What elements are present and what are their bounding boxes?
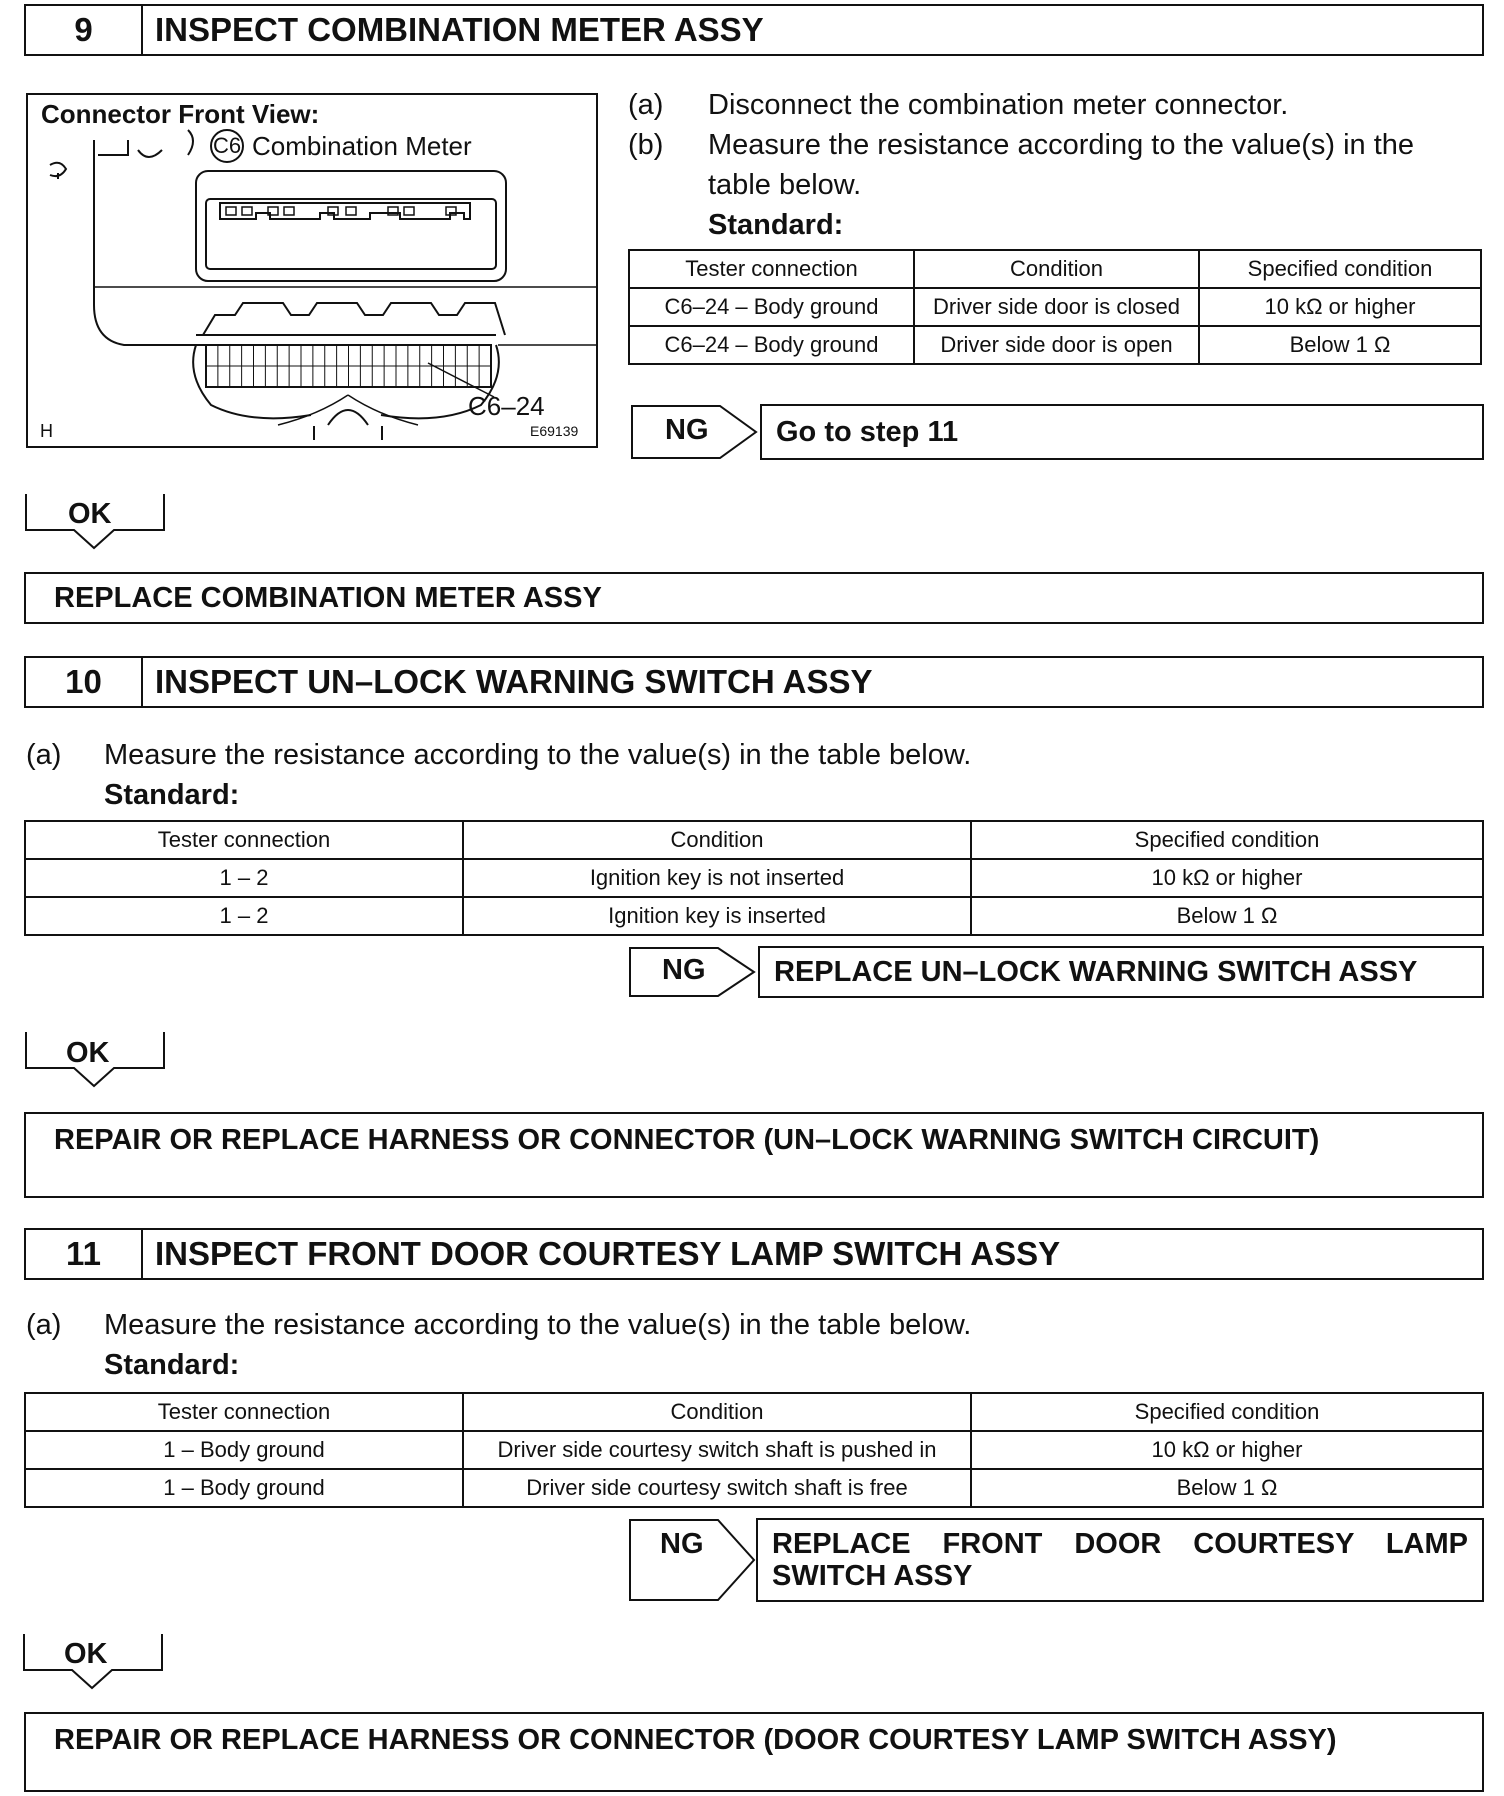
- table-row: [25, 1431, 1483, 1469]
- ok-label: OK: [66, 1037, 110, 1069]
- step-title: INSPECT COMBINATION METER ASSY: [155, 11, 764, 48]
- ng-label: NG: [662, 954, 706, 986]
- table-cell: Ignition key is inserted: [463, 897, 971, 935]
- table-header: Tester connection: [25, 1393, 463, 1431]
- ng-label: NG: [660, 1528, 704, 1560]
- table-row: [25, 859, 1483, 897]
- ng-action-line: SWITCH ASSY: [772, 1560, 973, 1592]
- corner-mark: H: [40, 421, 53, 441]
- ok-action-box: [24, 572, 1484, 624]
- table-header: Condition: [463, 821, 971, 859]
- table-cell: Below 1 Ω: [971, 1469, 1483, 1507]
- instr-mark: (a): [628, 89, 664, 121]
- ok-action-box: [24, 1112, 1484, 1198]
- step-9-header: [24, 4, 1484, 56]
- ng-action-box: [760, 404, 1484, 460]
- table-row: [25, 1469, 1483, 1507]
- instr-mark: (a): [26, 1309, 62, 1341]
- table-cell: 1 – Body ground: [25, 1431, 463, 1469]
- table-header: Specified condition: [1199, 250, 1481, 288]
- instr-text: Measure the resistance according to the value(s) in the table below.: [104, 739, 972, 771]
- table-cell: Driver side door is closed: [914, 288, 1199, 326]
- instr-text: Measure the resistance according to the value(s) in the: [708, 129, 1415, 161]
- table-header-row: [25, 1393, 1483, 1431]
- connector-figure: [26, 93, 598, 448]
- spec-table: [24, 820, 1484, 936]
- table-header-row: [629, 250, 1481, 288]
- table-cell: 10 kΩ or higher: [971, 1431, 1483, 1469]
- instr-mark: (a): [26, 739, 62, 771]
- instr-text: Measure the resistance according to the value(s) in the table below.: [104, 1309, 972, 1341]
- ng-action: Go to step 11: [776, 415, 959, 448]
- figure-heading: Connector Front View:: [41, 99, 320, 129]
- instr-text: table below.: [708, 169, 862, 201]
- ng-action: REPLACE UN–LOCK WARNING SWITCH ASSY: [774, 955, 1418, 988]
- ok-action-box: [24, 1712, 1484, 1792]
- standard-label: Standard:: [104, 779, 240, 811]
- table-cell: Below 1 Ω: [1199, 326, 1481, 364]
- table-header: Tester connection: [629, 250, 914, 288]
- table-cell: 1 – 2: [25, 859, 463, 897]
- table-header: Specified condition: [971, 1393, 1483, 1431]
- table-cell: Ignition key is not inserted: [463, 859, 971, 897]
- table-header: Condition: [463, 1393, 971, 1431]
- step-11-header: [24, 1228, 1484, 1280]
- standard-label: Standard:: [104, 1349, 240, 1381]
- instr-mark: (b): [628, 129, 664, 161]
- table-cell: 10 kΩ or higher: [971, 859, 1483, 897]
- table-cell: Driver side courtesy switch shaft is pushed in: [463, 1431, 971, 1469]
- spec-table: [628, 249, 1482, 365]
- step-10-header: [24, 656, 1484, 708]
- instr-text: Disconnect the combination meter connector.: [708, 89, 1289, 121]
- step-number: 10: [26, 658, 143, 706]
- table-row: [25, 897, 1483, 935]
- pin-label: C6–24: [468, 391, 545, 421]
- table-row: [629, 326, 1481, 364]
- figure-code: E69139: [530, 423, 579, 439]
- table-row: [629, 288, 1481, 326]
- ng-action-line: REPLACE FRONT DOOR COURTESY LAMP: [772, 1528, 1468, 1560]
- table-header-row: [25, 821, 1483, 859]
- ok-action: REPAIR OR REPLACE HARNESS OR CONNECTOR (DOOR COURTESY LAMP SWITCH ASSY): [54, 1724, 1337, 1756]
- table-cell: Driver side door is open: [914, 326, 1199, 364]
- table-cell: C6–24 – Body ground: [629, 288, 914, 326]
- ok-label: OK: [68, 498, 112, 530]
- table-cell: 1 – 2: [25, 897, 463, 935]
- ok-action: REPLACE COMBINATION METER ASSY: [54, 581, 602, 614]
- ng-action-box: [756, 1518, 1484, 1602]
- table-cell: Driver side courtesy switch shaft is free: [463, 1469, 971, 1507]
- table-header: Tester connection: [25, 821, 463, 859]
- step-title: INSPECT UN–LOCK WARNING SWITCH ASSY: [155, 663, 873, 700]
- spec-table: [24, 1392, 1484, 1508]
- step-title: INSPECT FRONT DOOR COURTESY LAMP SWITCH ASSY: [155, 1235, 1061, 1272]
- ok-label: OK: [64, 1638, 108, 1670]
- step-number: 11: [26, 1230, 143, 1278]
- table-cell: 10 kΩ or higher: [1199, 288, 1481, 326]
- table-header: Condition: [914, 250, 1199, 288]
- ng-label: NG: [665, 414, 709, 446]
- step-number: 9: [26, 6, 143, 54]
- table-cell: C6–24 – Body ground: [629, 326, 914, 364]
- table-cell: 1 – Body ground: [25, 1469, 463, 1507]
- table-cell: Below 1 Ω: [971, 897, 1483, 935]
- standard-label: Standard:: [708, 209, 844, 241]
- ng-action-box: [758, 946, 1484, 998]
- connector-id-badge: [210, 129, 244, 163]
- connector-name: Combination Meter: [252, 131, 472, 161]
- ok-action: REPAIR OR REPLACE HARNESS OR CONNECTOR (UN–LOCK WARNING SWITCH CIRCUIT): [54, 1124, 1320, 1156]
- table-header: Specified condition: [971, 821, 1483, 859]
- connector-id: C6: [212, 133, 242, 158]
